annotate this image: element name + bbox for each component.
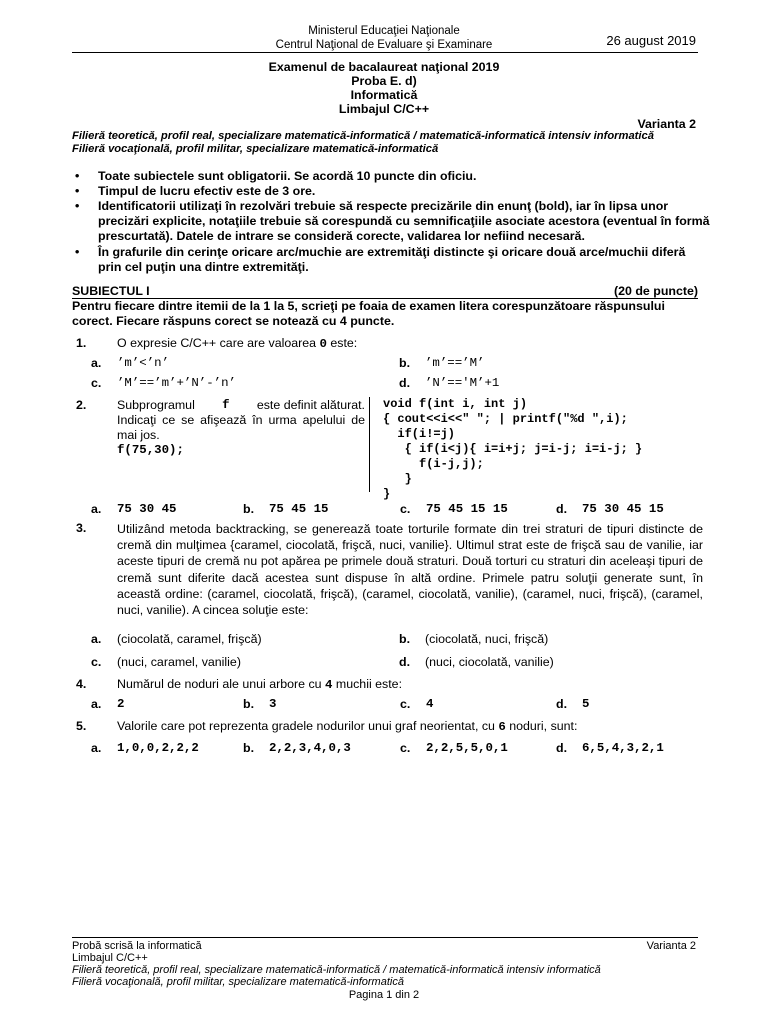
variant-label: Varianta 2 xyxy=(637,117,696,131)
filiera-line-1: Filieră teoretică, profil real, specializare matematică-informatică / matematică-informatică intensiv informatică xyxy=(72,130,654,142)
ministry-name: Ministerul Educaţiei Naţionale xyxy=(308,25,460,37)
exam-proba: Proba E. d) xyxy=(351,74,417,88)
q2-option-a: 75 30 45 xyxy=(117,502,177,516)
q5-option-d-label: d. xyxy=(556,741,568,755)
q1-option-a: ’m’<’n’ xyxy=(117,356,170,370)
q2-option-c: 75 45 15 15 xyxy=(426,502,508,516)
subject-intro: Pentru fiecare dintre itemii de la 1 la 5, scrieţi pe foaia de examen litera corespunzătoare răspunsului corect. Fiecare răspuns corect se notează cu 4 puncte. xyxy=(72,299,665,329)
q1-option-c: ’M’==’m’+’N’-’n’ xyxy=(117,376,236,390)
footer-line-4: Filieră vocaţională, profil militar, specializare matematică-informatică xyxy=(72,976,404,988)
question-1-number: 1. xyxy=(76,336,87,350)
q5-option-b-label: b. xyxy=(243,741,255,755)
exam-title-block xyxy=(0,60,768,116)
bullet-icon: • xyxy=(75,199,80,213)
footer-line-2: Limbajul C/C++ xyxy=(72,952,148,964)
bullet-icon: • xyxy=(75,245,80,259)
q3-option-c-label: c. xyxy=(91,655,102,669)
q3-option-c: (nuci, caramel, vanilie) xyxy=(117,655,241,669)
q1-option-d-label: d. xyxy=(399,376,411,390)
question-4-text: Numărul de noduri ale unui arbore cu 4 muchii este: xyxy=(117,677,403,692)
exam-language: Limbajul C/C++ xyxy=(338,102,430,116)
question-5-number: 5. xyxy=(76,719,87,733)
q5-option-c-label: c. xyxy=(400,741,411,755)
q4-option-d: 5 xyxy=(582,697,590,711)
q4-option-b: 3 xyxy=(269,697,277,711)
q3-option-d: (nuci, ciocolată, vanilie) xyxy=(425,655,554,669)
q5-option-d: 6,5,4,3,2,1 xyxy=(582,741,664,755)
q1-option-d: ’N’=='M’+1 xyxy=(425,376,500,390)
q2-option-b-label: b. xyxy=(243,502,255,516)
q3-option-d-label: d. xyxy=(399,655,411,669)
exam-subject: Informatică xyxy=(350,88,418,102)
footer-line-3: Filieră teoretică, profil real, specializare matematică-informatică / matematică-informatică intensiv informatică xyxy=(72,964,601,976)
question-3-text: Utilizând metoda backtracking, se generează toate torturile formate din trei straturi de tipuri distincte de cremă din mulţimea {caramel, ciocolată, frişcă, nuci, vanilie}. Ultimul strat este de frişcă sau de vanilie, iar aceste tipuri de cremă nu pot apărea pe primele două straturi. Două torturi cu straturi din aceleaşi tipuri de cremă sunt diferite dacă acestea sunt dispuse în altă ordine. Primele patru soluţii generate sunt, în această ordine: (caramel, ciocolată, frişcă), (caramel, ciocolată, vanilie), (caramel, nuci, frişcă), (caramel, nuci, vanilie). A cincea soluţie este: xyxy=(117,522,703,618)
q2-option-b: 75 45 15 xyxy=(269,502,329,516)
subject-points: (20 de puncte) xyxy=(614,284,698,298)
q3-option-b: (ciocolată, nuci, frişcă) xyxy=(425,632,549,646)
subject-name: SUBIECTUL I xyxy=(72,284,150,298)
q1-option-a-label: a. xyxy=(91,356,102,370)
q5-option-b: 2,2,3,4,0,3 xyxy=(269,741,351,755)
question-3-number: 3. xyxy=(76,521,87,535)
header-divider xyxy=(72,52,698,53)
question-4-number: 4. xyxy=(76,677,87,691)
q4-option-a-label: a. xyxy=(91,697,102,711)
q5-option-a: 1,0,0,2,2,2 xyxy=(117,741,199,755)
instruction-bullet: • Timpul de lucru efectiv este de 3 ore. xyxy=(75,184,316,198)
instruction-bullet: • În grafurile din cerinţe oricare arc/muchie are extremităţi distincte şi oricare două arce/muchii diferă prin cel puţin una dintre extremităţi. xyxy=(75,245,686,275)
question-2-text: Subprogramul f este definit alăturat. Indicaţi ce se afişează în urma apelului de mai jos. f(75,30); xyxy=(117,398,365,458)
page-number: Pagina 1 din 2 xyxy=(348,989,420,1001)
q4-option-c-label: c. xyxy=(400,697,411,711)
q4-option-c: 4 xyxy=(426,697,434,711)
q2-option-c-label: c. xyxy=(400,502,411,516)
exam-date: 26 august 2019 xyxy=(606,33,696,48)
instruction-bullet: • Identificatorii utilizaţi în rezolvări trebuie să respecte precizările din enunţ (bold), iar în lipsa unor precizări explicite, notaţiile trebuie să corespundă cu semnificaţiile asociate acestora (eventual în formă prescurtată). Datele de intrare se consideră corecte, validarea lor nefiind necesară. xyxy=(75,199,710,244)
q5-option-c: 2,2,5,5,0,1 xyxy=(426,741,508,755)
center-name: Centrul Naţional de Evaluare şi Examinare xyxy=(275,39,493,51)
exam-title: Examenul de bacalaureat naţional 2019 xyxy=(268,60,500,74)
q5-option-a-label: a. xyxy=(91,741,102,755)
q1-option-b-label: b. xyxy=(399,356,411,370)
footer-divider xyxy=(72,937,698,938)
q1-option-c-label: c. xyxy=(91,376,102,390)
question-1-text: O expresie C/C++ care are valoarea 0 este: xyxy=(117,336,358,351)
q2-code-block: void f(int i, int j) { cout<<i<<" "; | printf("%d ",i); if(i!=j) { if(i<j){ i=i+j; j=i-j; i=i-j; } f(i-j,j); } } xyxy=(369,397,701,492)
q3-option-a: (ciocolată, caramel, frişcă) xyxy=(117,632,262,646)
footer-line-1: Probă scrisă la informatică xyxy=(72,940,202,952)
q2-option-a-label: a. xyxy=(91,502,102,516)
bullet-icon: • xyxy=(75,169,80,183)
q4-option-b-label: b. xyxy=(243,697,255,711)
instruction-bullet: • Toate subiectele sunt obligatorii. Se acordă 10 puncte din oficiu. xyxy=(75,169,477,183)
q2-option-d: 75 30 45 15 xyxy=(582,502,664,516)
q3-option-a-label: a. xyxy=(91,632,102,646)
q4-option-d-label: d. xyxy=(556,697,568,711)
question-2-number: 2. xyxy=(76,398,87,412)
question-5-text: Valorile care pot reprezenta gradele nodurilor unui graf neorientat, cu 6 noduri, sunt: xyxy=(117,719,578,734)
subject-heading xyxy=(72,284,698,299)
filiera-line-2: Filieră vocaţională, profil militar, specializare matematică-informatică xyxy=(72,143,439,155)
q1-option-b: ’m’==’M’ xyxy=(425,356,485,370)
bullet-icon: • xyxy=(75,184,80,198)
q4-option-a: 2 xyxy=(117,697,125,711)
q3-option-b-label: b. xyxy=(399,632,411,646)
q2-option-d-label: d. xyxy=(556,502,568,516)
footer-variant: Varianta 2 xyxy=(646,940,696,952)
